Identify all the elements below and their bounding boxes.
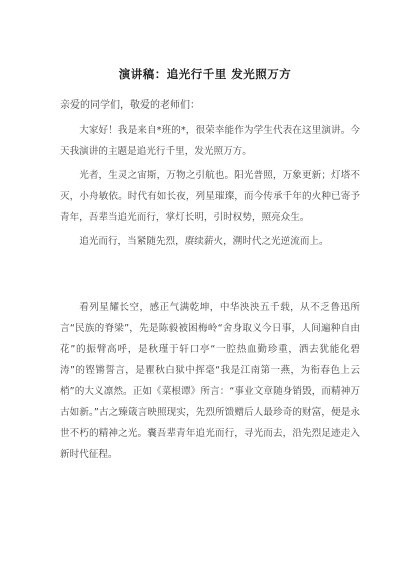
document-title: 演讲稿：追光行千里 发光照万方 — [118, 67, 292, 81]
paragraph-2: 光者，生灵之宙斯，万物之引航也。阳光普照，万象更新；灯塔不灭，小舟敏依。时代有如长夜，列星璀璨，而今传承千年的火种已寄予青年，吾辈当追光而行，掌灯长明，引时权势，照亮众生。 — [60, 170, 360, 223]
greeting-line: 亲爱的同学们，敬爱的老师们： — [60, 100, 200, 111]
paragraph-3: 追光而行，当紧随先烈，赓续薪火，溯时代之光逆流而上。 — [79, 236, 329, 247]
paragraph-1: 大家好！我是来自*班的*，很荣幸能作为学生代表在这里演讲。今天我演讲的主题是追光行千里，发光照万方。 — [60, 125, 360, 157]
paragraph-4: 看列星耀长空，感正气满乾坤，中华泱泱五千载，从不乏鲁迅所言“民族的脊梁”，先是陈毅被困梅岭“舍身取义今日事，人间遍种自由花”的振臂高呼，是秋瑾于轩口亭“一腔热血勤珍重，洒去犹能化碧涛”的铿锵誓言，是瞿秋白狱中挥毫“我是江南第一燕，为衔春色上云梢”的大义凛然。正如《菜根谭》所言：“事业文章随身销毁，而精神万古如新。”古之臻箴言映照现实，先烈所馈赠后人最珍奇的财富，便是永世不朽的精神之光。囊吾辈青年追光而行，寻光而去，沿先烈足迹走入新时代征程。 — [60, 302, 360, 460]
